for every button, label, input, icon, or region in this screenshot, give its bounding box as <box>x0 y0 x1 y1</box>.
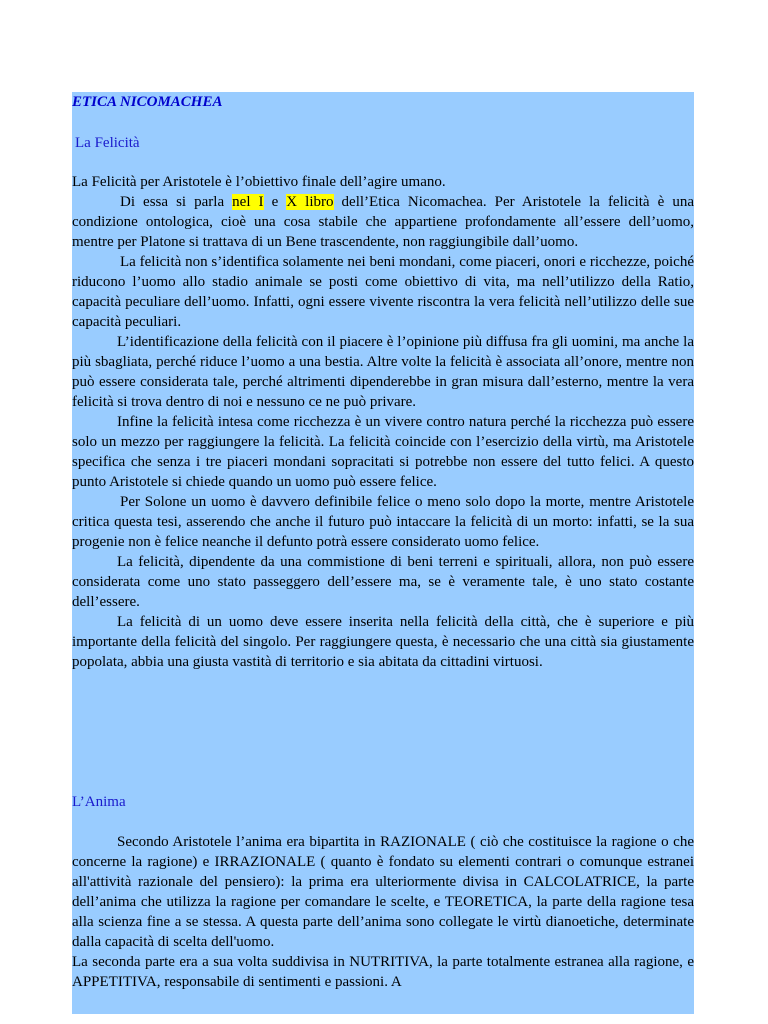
document-page <box>72 92 694 1014</box>
paragraph-text: e <box>263 194 287 210</box>
paragraph: La felicità, dipendente da una commistione di beni terreni e spirituali, allora, non può essere considerata come uno stato passeggero dell’essere ma, se è veramente tale, è uno stato costante dell’essere. <box>72 554 694 610</box>
highlighted-text: nel I <box>232 194 264 210</box>
document-title: ETICA NICOMACHEA <box>72 94 223 110</box>
section-body-anima <box>72 832 694 992</box>
paragraph: L’identificazione della felicità con il piacere è l’opinione più diffusa fra gli uomini, ma anche la più sbagliata, perché riduce l’uomo a una bestia. Altre volte la felicità è associata all’onore, mentre non può essere considerata tale, perché altrimenti dipenderebbe in gran misura dall’esterno, mentre la vera felicità si trova dentro di noi e nessuno ce ne può privare. <box>72 334 694 410</box>
intro-paragraph: La Felicità per Aristotele è l’obiettivo finale dell’agire umano. <box>72 174 446 190</box>
paragraph-text: Di essa si parla <box>120 194 233 210</box>
section-heading-felicita: La Felicità <box>75 135 140 151</box>
section-body-felicita <box>72 172 694 672</box>
paragraph: La felicità non s’identifica solamente nei beni mondani, come piaceri, onori e ricchezze, poiché riducono l’uomo allo stadio animale se posti come obiettivo di vita, ma nell’utilizzo della Ratio, capacità peculiare dell’uomo. Infatti, ogni essere vivente riscontra la vera felicità nell’utilizzo delle sue capacità peculiari. <box>72 254 694 330</box>
highlighted-text: X libro <box>286 194 334 210</box>
paragraph: La seconda parte era a sua volta suddivisa in NUTRITIVA, la parte totalmente estranea alla ragione, e APPETITIVA, responsabile di sentimenti e passioni. A <box>72 954 694 990</box>
paragraph <box>72 192 694 252</box>
paragraph: Infine la felicità intesa come ricchezza è un vivere contro natura perché la ricchezza può essere solo un mezzo per raggiungere la felicità. La felicità coincide con l’esercizio della virtù, ma Aristotele specifica che senza i tre piaceri mondani sopracitati si potrebbe non essere del tutto felici. A questo punto Aristotele si chiede quando un uomo può essere felice. <box>72 414 694 490</box>
paragraph: Secondo Aristotele l’anima era bipartita in RAZIONALE ( ciò che costituisce la ragione o che concerne la ragione) e IRRAZIONALE ( quanto è fondato su elementi contrari o comunque estranei all'attività razionale del pensiero): la prima era ulteriormente divisa in CALCOLATRICE, la parte dell’anima che utilizza la ragione per comandare le scelte, e TEORETICA, la parte della ragione tesa alla scienza fine a se stessa. A questa parte dell’anima sono collegate le virtù dianoetiche, determinate dalla capacità di scelta dell'uomo. <box>72 834 694 950</box>
paragraph: La felicità di un uomo deve essere inserita nella felicità della città, che è superiore e più importante della felicità del singolo. Per raggiungere questa, è necessario che una città sia giustamente popolata, abbia una giusta vastità di territorio e sia abitata da cittadini virtuosi. <box>72 614 694 670</box>
paragraph: Per Solone un uomo è davvero definibile felice o meno solo dopo la morte, mentre Aristotele critica questa tesi, asserendo che anche il futuro può intaccare la felicità di un morto: infatti, se la sua progenie non è felice neanche il defunto potrà essere considerato uomo felice. <box>72 494 694 550</box>
paragraph-text: dell’Etica Nicomachea. Per Aristotele la felicità è una condizione ontologica, cioè una cosa stabile che appartiene profondamente all’essere dell’uomo, mentre per Platone si trattava di un Bene trascendente, non raggiungibile dall’uomo. <box>72 194 694 250</box>
section-heading-anima: L’Anima <box>72 794 126 810</box>
